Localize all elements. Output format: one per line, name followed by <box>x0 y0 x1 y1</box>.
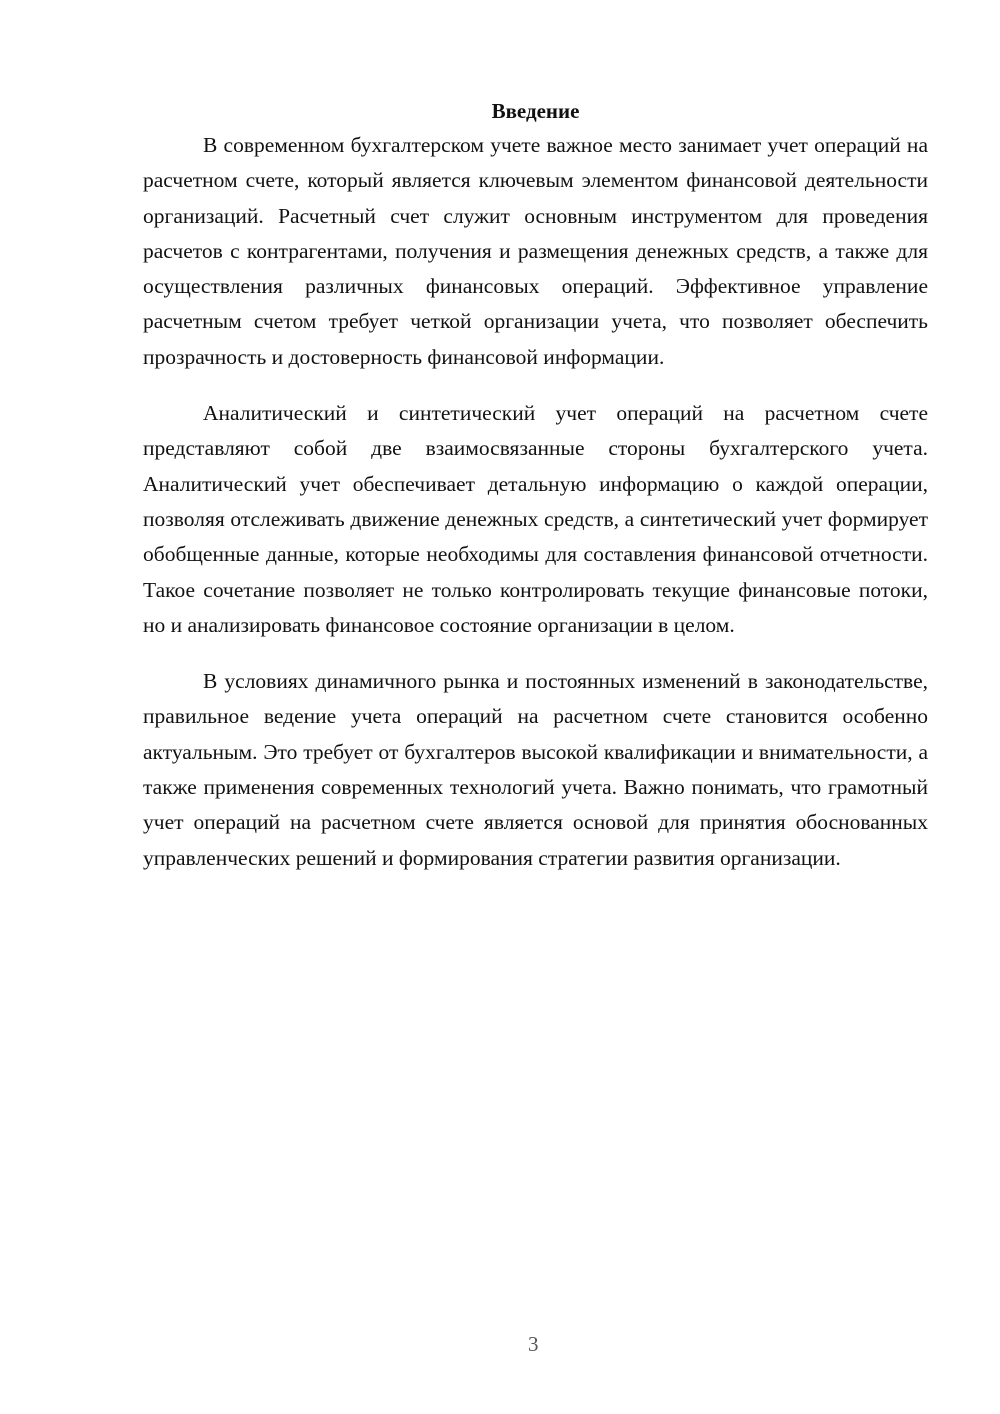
section-heading: Введение <box>491 99 580 123</box>
paragraph-1: В современном бухгалтерском учете важное место занимает учет операций на расчетном счете, который является ключевым элементом финансовой деятельности организаций. Расчетный счет служит основным инструментом для проведения расчетов с контрагентами, получения и размещения денежных средств, а также для осуществления различных финансовых операций. Эффективное управление расчетным счетом требует четкой организации учета, что позволяет обеспечить прозрачность и достоверность финансовой информации. <box>143 133 928 369</box>
paragraph-2: Аналитический и синтетический учет операций на расчетном счете представляют собой две взаимосвязанные стороны бухгалтерского учета. Аналитический учет обеспечивает детальную информацию о каждой операции, позволяя отслеживать движение денежных средств, а синтетический учет формирует обобщенные данные, которые необходимы для составления финансовой отчетности. Такое сочетание позволяет не только контролировать текущие финансовые потоки, но и анализировать финансовое состояние организации в целом. <box>143 401 928 637</box>
page-number: 3 <box>528 1332 539 1356</box>
page-content <box>143 96 928 897</box>
paragraph-3: В условиях динамичного рынка и постоянных изменений в законодательстве, правильное ведение учета операций на расчетном счете становится особенно актуальным. Это требует от бухгалтеров высокой квалификации и внимательности, а также применения современных технологий учета. Важно понимать, что грамотный учет операций на расчетном счете является основой для принятия обоснованных управленческих решений и формирования стратегии развития организации. <box>143 669 928 870</box>
